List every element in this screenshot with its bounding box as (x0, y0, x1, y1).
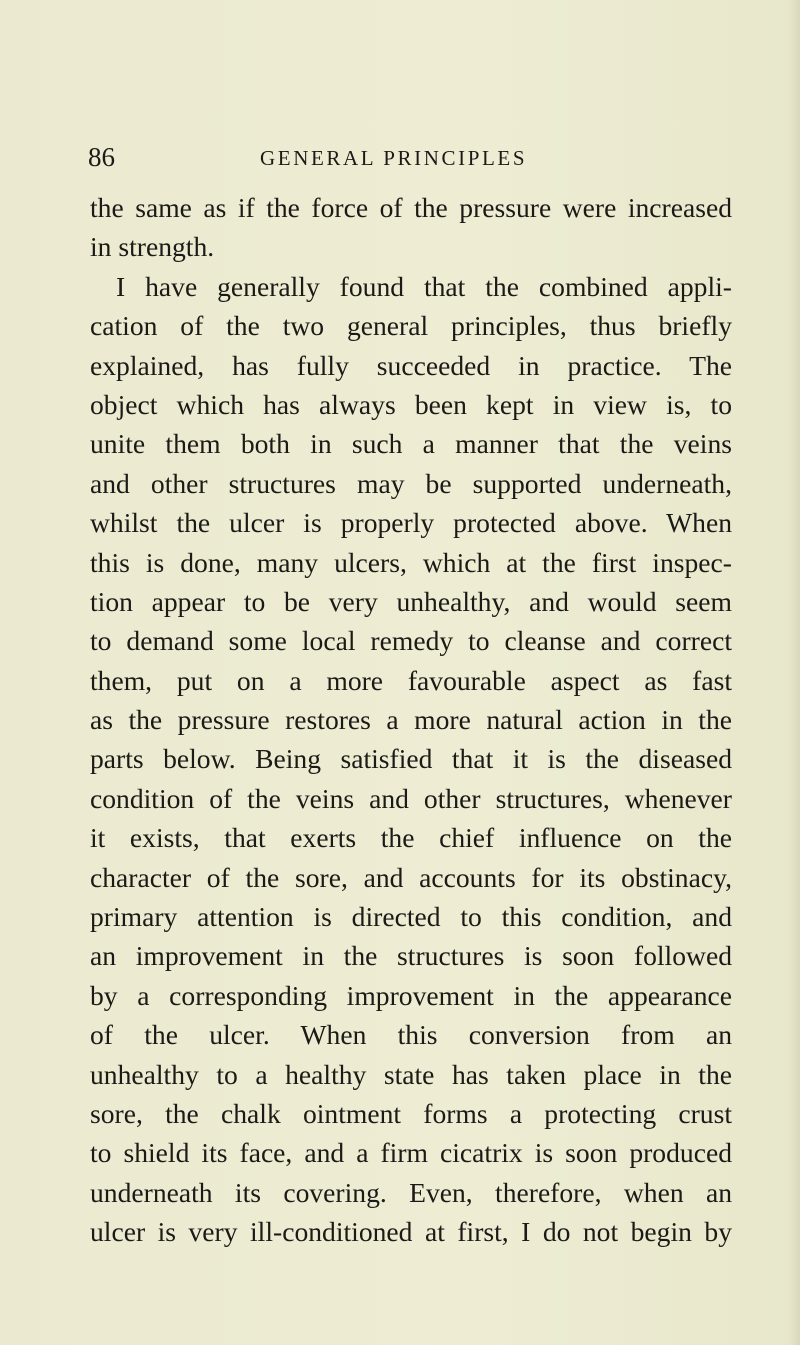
text-line: character of the sore, and accounts for its obstinacy, (90, 861, 732, 893)
text-line: to shield its face, and a firm cicatrix is soon produced (90, 1137, 732, 1169)
text-line: the same as if the force of the pressure were increased (90, 192, 732, 223)
text-line: it exists, that exerts the chief influence on the (90, 822, 732, 854)
text-line: whilst the ulcer is properly protected above. When (90, 507, 732, 539)
text-line: condition of the veins and other structures, whenever (90, 782, 732, 814)
text-line: and other structures may be supported underneath, (90, 467, 732, 499)
text-line: tion appear to be very unhealthy, and would seem (90, 585, 732, 617)
text-line: in strength. (90, 231, 215, 263)
text-line: unite them both in such a manner that the veins (90, 428, 732, 460)
text-line: by a corresponding improvement in the appearance (90, 979, 732, 1011)
text-line: ulcer is very ill-conditioned at first, I do not begin by (90, 1216, 732, 1248)
text-line: explained, has fully succeeded in practice. The (90, 349, 732, 381)
text-line: object which has always been kept in view is, to (90, 388, 732, 420)
text-line: sore, the chalk ointment forms a protecting crust (90, 1097, 732, 1129)
text-line: them, put on a more favourable aspect as fast (90, 664, 732, 696)
text-line: underneath its covering. Even, therefore, when an (90, 1176, 732, 1208)
page-edge-shadow (788, 0, 800, 1345)
page-number: 86 (88, 142, 115, 172)
text-line: parts below. Being satisfied that it is the diseased (90, 743, 732, 775)
text-line: unhealthy to a healthy state has taken place in the (90, 1058, 732, 1090)
running-head: GENERAL PRINCIPLES (260, 146, 528, 170)
text-line: primary attention is directed to this condition, and (90, 901, 732, 933)
body-text (90, 188, 732, 1252)
text-line: this is done, many ulcers, which at the first inspec- (90, 546, 732, 578)
text-line: as the pressure restores a more natural action in the (90, 704, 732, 736)
text-line: cation of the two general principles, thus briefly (90, 310, 732, 342)
text-line: I have generally found that the combined appli- (116, 270, 732, 302)
text-line: an improvement in the structures is soon followed (90, 940, 732, 972)
text-line: to demand some local remedy to cleanse and correct (90, 625, 732, 657)
text-line: of the ulcer. When this conversion from an (90, 1019, 732, 1051)
